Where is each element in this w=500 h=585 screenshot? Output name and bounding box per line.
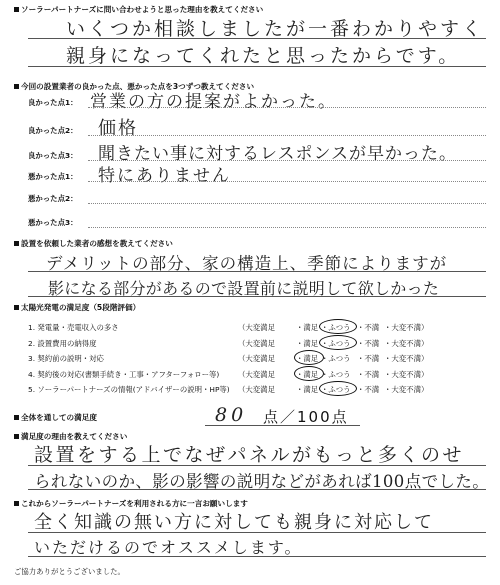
- score-underline: [205, 425, 360, 426]
- answer-line: [28, 532, 486, 533]
- good-point-1-answer: 営業の方の提案がよかった。: [90, 92, 337, 112]
- advice-line-2: いただけるのでオススメします。: [34, 538, 303, 557]
- satisfaction-option[interactable]: ・大変不満）: [384, 385, 429, 394]
- contractor-heading: 今回の設置業者の良かった点、悪かった点を3つずつ教えてください: [14, 81, 254, 92]
- impression-answer-line-1: デメリットの部分、家の構造上、季節によりますが: [46, 254, 448, 273]
- satisfaction-item-label: 3. 契約前の説明・対応: [28, 354, 104, 363]
- bullet-square-icon: [14, 434, 19, 439]
- reason-score-heading: 満足度の理由を教えてください: [14, 431, 127, 442]
- satisfaction-option[interactable]: ・ふつう: [321, 385, 351, 394]
- answer-line: [88, 203, 486, 204]
- bullet-square-icon: [14, 84, 19, 89]
- satisfaction-item-label: 5. ソーラーパートナーズの情報(アドバイザーの説明・HP等): [28, 385, 230, 394]
- satisfaction-item-label: 1. 発電量・売電収入の多さ: [28, 323, 119, 332]
- impression-heading: 設置を依頼した業者の感想を教えてください: [14, 238, 173, 249]
- bullet-square-icon: [14, 241, 19, 246]
- good-point-1-label: 良かった点1：: [28, 98, 78, 107]
- answer-line: [28, 38, 486, 39]
- satisfaction-option[interactable]: ・不満: [357, 338, 380, 348]
- reason-answer-line-1: いくつか相談しましたが一番わかりやすく: [66, 18, 485, 40]
- answer-line: [28, 489, 486, 490]
- good-point-3-answer: 聞きたい事に対するレスポンスが早かった。: [98, 144, 457, 164]
- satisfaction-option[interactable]: （大変満足: [238, 354, 275, 363]
- selected-circle-icon: [319, 335, 357, 350]
- selected-circle-icon: [319, 381, 357, 396]
- satisfaction-item-label: 4. 契約後の対応(書類手続き・工事・アフターフォロー等): [28, 369, 220, 379]
- advice-line-1: 全く知識の無い方に対しても親身に対応して: [34, 512, 434, 533]
- satisfaction-option[interactable]: ・満足: [296, 323, 319, 332]
- satisfaction-option[interactable]: ・大変不満）: [384, 338, 429, 348]
- satisfaction-option[interactable]: ・満足: [296, 369, 319, 379]
- answer-line: [28, 296, 486, 297]
- selected-circle-icon: [294, 350, 324, 365]
- advice-heading: これからソーラーパートナーズを利用される方に一言お願いします: [14, 498, 248, 509]
- satisfaction-option[interactable]: ・ふつう: [321, 323, 351, 332]
- answer-line: [88, 107, 486, 108]
- good-point-2-answer: 価格: [98, 118, 138, 139]
- satisfaction-option[interactable]: ・不満: [357, 385, 380, 394]
- satisfaction-option[interactable]: ・満足: [296, 338, 319, 348]
- bullet-square-icon: [14, 415, 19, 420]
- impression-answer-line-2: 影になる部分があるので設置前に説明して欲しかった: [48, 279, 440, 298]
- answer-line: [88, 135, 486, 136]
- overall-heading: 全体を通しての満足度: [14, 412, 97, 423]
- bullet-square-icon: [14, 305, 19, 310]
- answer-line: [88, 227, 486, 228]
- answer-line: [28, 66, 486, 67]
- selected-circle-icon: [294, 366, 324, 381]
- bad-point-3-label: 悪かった点3：: [28, 218, 78, 227]
- reason-heading: ソーラーパートナーズに問い合わせようと思った理由を教えてください: [14, 4, 263, 15]
- satisfaction-option[interactable]: ・ふつう: [321, 338, 351, 348]
- footer-thanks: ご協力ありがとうございました。: [14, 567, 125, 576]
- answer-line: [28, 465, 486, 466]
- bullet-square-icon: [14, 7, 19, 12]
- good-point-2-label: 良かった点2：: [28, 126, 78, 135]
- answer-line: [28, 556, 486, 557]
- satisfaction-option[interactable]: ・ふつう: [321, 369, 351, 379]
- reason-answer-line-2: 親身になってくれたと思ったからです。: [66, 45, 461, 67]
- satisfaction-option[interactable]: ・大変不満）: [384, 323, 429, 332]
- satisfaction-item-label: 2. 設置費用の納得度: [28, 338, 97, 348]
- bullet-square-icon: [14, 501, 19, 506]
- reason-score-line-2: られないのか、影の影響の説明などがあれば100点でした。: [34, 472, 490, 491]
- satisfaction-option[interactable]: （大変満足: [238, 323, 275, 332]
- bad-point-2-label: 悪かった点2：: [28, 194, 78, 203]
- bad-point-1-answer: 特にありません: [98, 166, 231, 186]
- answer-line: [28, 271, 486, 272]
- satisfaction-option[interactable]: ・大変不満）: [384, 369, 429, 379]
- satisfaction-option[interactable]: ・不満: [357, 323, 380, 332]
- satisfaction-option[interactable]: （大変満足: [238, 385, 275, 394]
- satisfaction-option[interactable]: ・大変不満）: [384, 354, 429, 363]
- selected-circle-icon: [319, 319, 357, 334]
- overall-score: 80: [215, 404, 248, 426]
- answer-line: [88, 181, 486, 182]
- bad-point-1-label: 悪かった点1：: [28, 172, 78, 181]
- overall-score-suffix: 点／100点: [263, 408, 349, 426]
- satisfaction-option[interactable]: ・不満: [357, 354, 380, 363]
- satisfaction-option[interactable]: ・ふつう: [321, 354, 351, 363]
- satisfaction-option[interactable]: （大変満足: [238, 338, 275, 348]
- satisfaction-option[interactable]: （大変満足: [238, 369, 275, 379]
- satisfaction-heading: 太陽光発電の満足度（5段階評価）: [14, 302, 140, 313]
- satisfaction-option[interactable]: ・満足: [296, 385, 319, 394]
- satisfaction-option[interactable]: ・満足: [296, 354, 319, 363]
- reason-score-line-1: 設置をする上でなぜパネルがもっと多くのせ: [34, 444, 465, 466]
- satisfaction-option[interactable]: ・不満: [357, 369, 380, 379]
- good-point-3-label: 良かった点3：: [28, 151, 78, 160]
